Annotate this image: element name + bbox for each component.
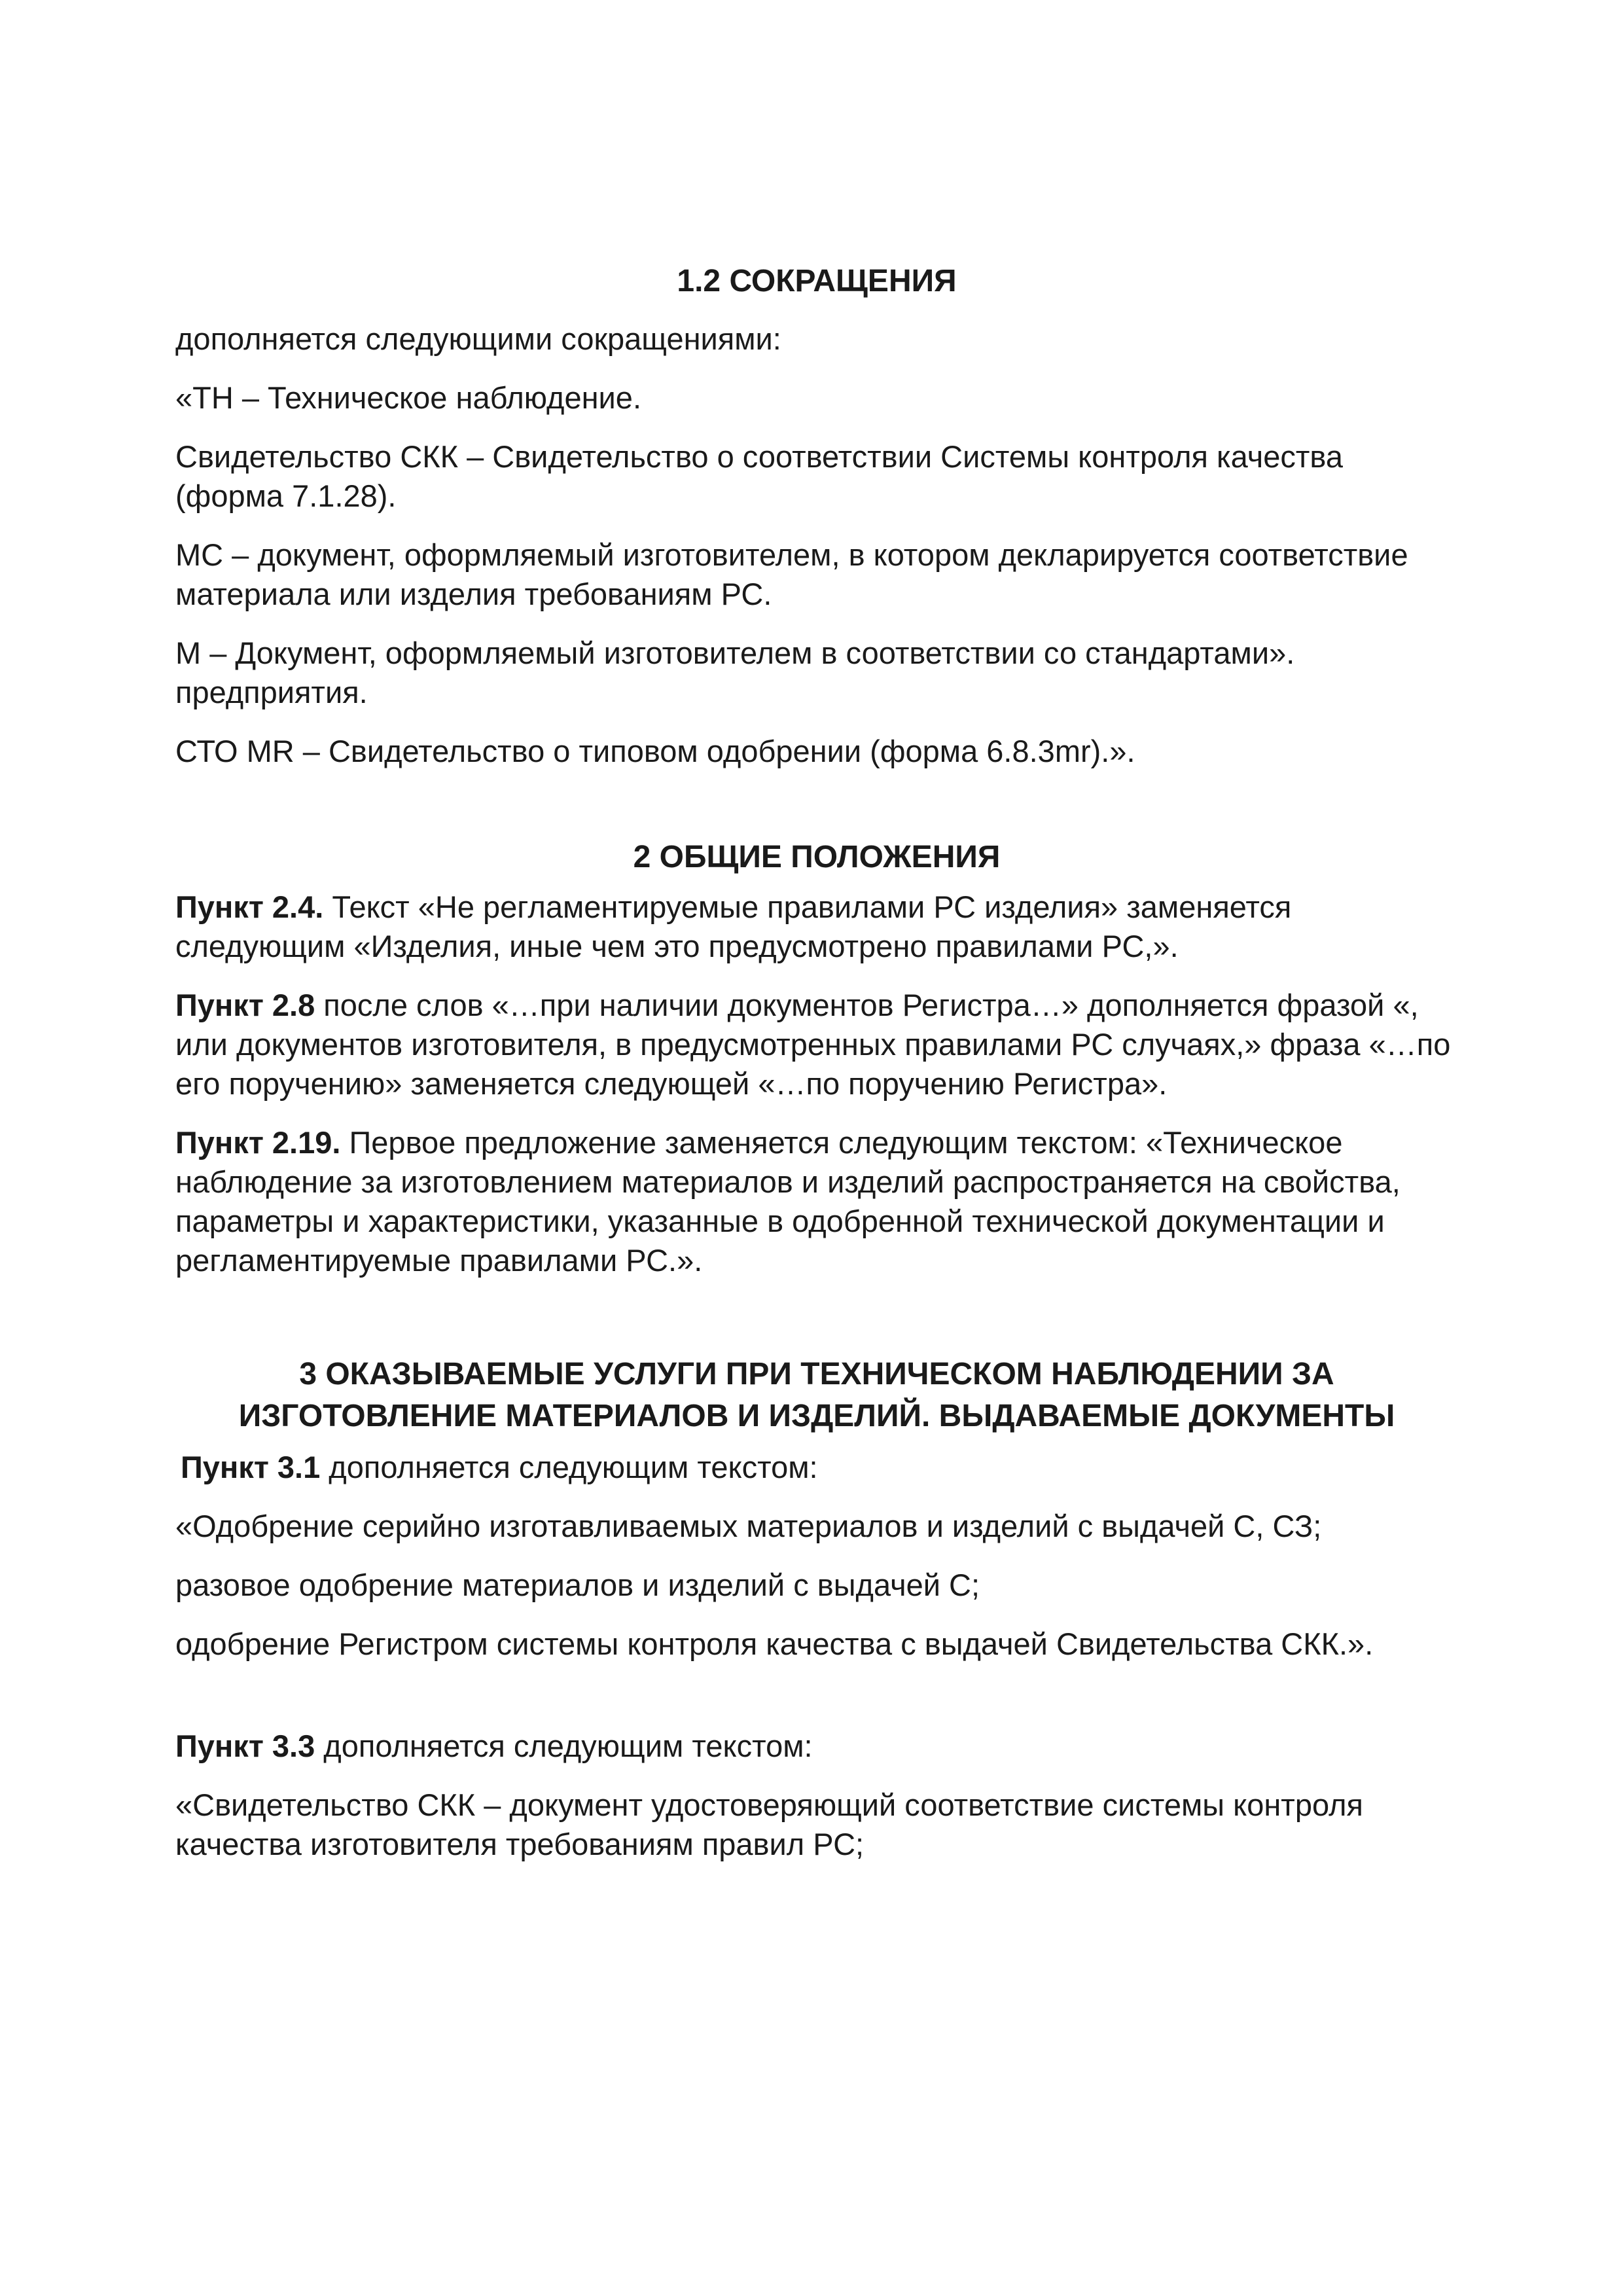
abbreviation-item: М – Документ, оформляемый изготовителем в соответствии со стандартами». предприятия. (175, 636, 1295, 709)
clause-3-1 (175, 1448, 1458, 1487)
abbreviation-item: «ТН – Техническое наблюдение. (175, 380, 641, 415)
section-3-heading-line-2: ИЗГОТОВЛЕНИЕ МАТЕРИАЛОВ И ИЗДЕЛИЙ. ВЫДАВАЕМЫЕ ДОКУМЕНТЫ (238, 1399, 1395, 1433)
clause-text: после слов «…при наличии документов Регистра…» дополняется фразой «, или документов изготовителя, в предусмотренных правилами РС случаях,» фраза «…по его поручению» заменяется следующей «…по поручению Регистра». (175, 988, 1451, 1101)
clause-label: Пункт 2.4. (175, 889, 324, 924)
page-content (175, 260, 1458, 1884)
clause-2-19 (175, 1123, 1458, 1280)
clause-3-1-item: разовое одобрение материалов и изделий с выдачей С; (175, 1568, 980, 1602)
clause-3-1-item: «Одобрение серийно изготавливаемых материалов и изделий с выдачей С, СЗ; (175, 1509, 1322, 1543)
clause-text: дополняется следующим текстом: (320, 1450, 818, 1484)
clause-2-4 (175, 888, 1458, 966)
clause-text: дополняется следующим текстом: (315, 1729, 813, 1763)
clause-3-3-item: «Свидетельство СКК – документ удостоверяющий соответствие системы контроля качества изготовителя требованиям правил РС; (175, 1787, 1363, 1861)
abbreviation-item: Свидетельство СКК – Свидетельство о соответствии Системы контроля качества (форма 7.1.28). (175, 439, 1343, 513)
abbreviation-item: СТО MR – Свидетельство о типовом одобрении (форма 6.8.3mr).». (175, 734, 1135, 768)
section-2-heading: 2 ОБЩИЕ ПОЛОЖЕНИЯ (633, 840, 1001, 874)
clause-text: Текст «Не регламентируемые правилами РС изделия» заменяется следующим «Изделия, иные чем это предусмотрено правилами РС,». (175, 889, 1292, 963)
clause-label: Пункт 2.8 (175, 988, 315, 1022)
abbreviation-item: МС – документ, оформляемый изготовителем, в котором декларируется соответствие материала или изделия требованиям РС. (175, 537, 1408, 611)
clause-label: Пункт 3.1 (181, 1450, 321, 1484)
clause-2-8 (175, 986, 1458, 1103)
clause-3-1-item: одобрение Регистром системы контроля качества с выдачей Свидетельства СКК.». (175, 1626, 1374, 1661)
section-1-2-intro: дополняется следующими сокращениями: (175, 321, 781, 356)
clause-3-3 (175, 1727, 1458, 1766)
clause-text: Первое предложение заменяется следующим текстом: «Техническое наблюдение за изготовлением материалов и изделий распространяется на свойства, параметры и характеристики, указанные в одобренной технической документации и регламентируемые правилами РС.». (175, 1125, 1400, 1278)
section-1-2-heading: 1.2 СОКРАЩЕНИЯ (677, 264, 957, 298)
clause-label: Пункт 2.19. (175, 1125, 341, 1160)
clause-label: Пункт 3.3 (175, 1729, 315, 1763)
section-3-heading-line-1: 3 ОКАЗЫВАЕМЫЕ УСЛУГИ ПРИ ТЕХНИЧЕСКОМ НАБЛЮДЕНИИ ЗА (299, 1357, 1334, 1391)
section-3-heading (175, 1354, 1458, 1437)
